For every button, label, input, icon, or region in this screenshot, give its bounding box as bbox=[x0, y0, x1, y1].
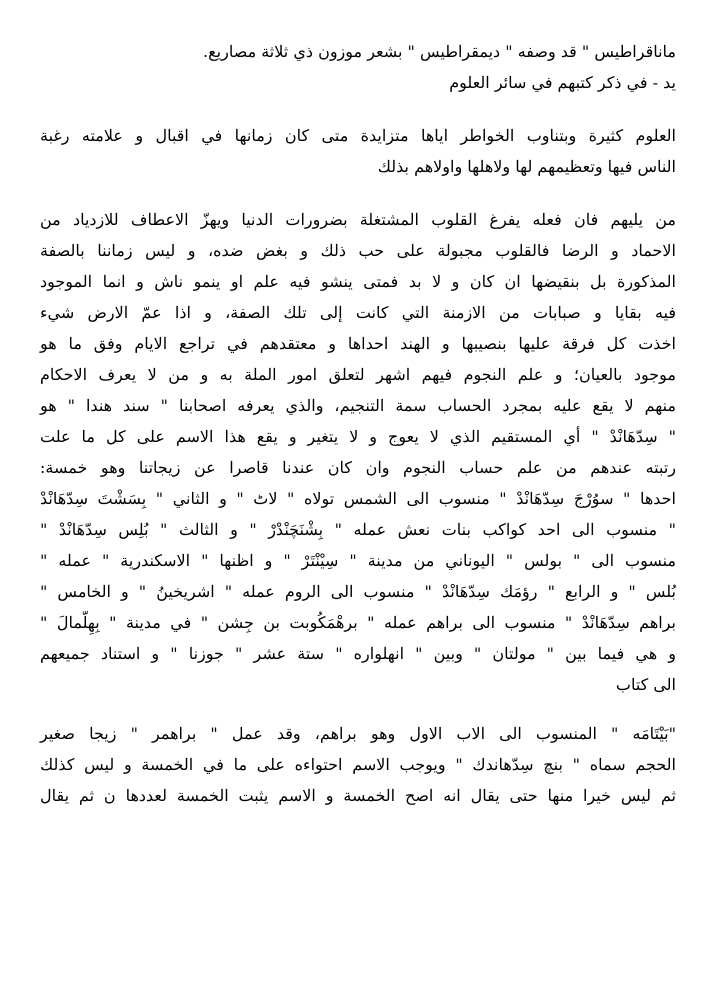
text-line: اخذت كل فرقة عليها بنصيبها و الهند احداها و معتقدهم في تراجع الايام وفق ما هو bbox=[40, 334, 676, 353]
text-line: من يليهم فان فعله يفرغ القلوب المشتغلة بضرورات الدنيا ويهزّ الاعطاف للازدياد من bbox=[40, 210, 676, 229]
text-line: العلوم كثيرة وبتناوب الخواطر اياها متزايدة متى كان زمانها في اقبال و علامته رغبة bbox=[40, 126, 677, 145]
text-line: المذكورة بل بنقيضها ان كان و لا بد فمتى ينشو فيه علم او ينمو ناش و انما الموجود bbox=[40, 272, 676, 291]
text-line: احدها " سوُرْجَ سِدّهَانْدْ " منسوب الى الشمس تولاه " لاٹ " و الثاني " بِسَشْتَ سِدّهَانْدْ bbox=[40, 489, 676, 508]
text-line: و هي فيما بين " مولتان " وبين " انهلواره " ستة عشر " جوزنا " و استناد جميعهم bbox=[40, 644, 676, 663]
paragraph-1 bbox=[40, 36, 676, 98]
text-line: براهم سِدّهَانْدْ " منسوب الى براهم عمله " برهْمَكُوبت بن جِشن " في مدينة " بِهِلّمالَ " bbox=[40, 613, 676, 632]
text-line: الحجم سماه " بنچ سِدّهاندك " ويوجب الاسم احتواءه على ما في الخمسة و ليس كذلك bbox=[40, 755, 676, 774]
text-line: الاحماد و الرضا فالقلوب مجبولة على حب ذلك و بغض ضده، و ليس زماننا بالصفة bbox=[40, 241, 676, 260]
text-line: موجود بالعيان؛ و علم النجوم فيهم اشهر لتعلق امور الملة به و من لا يعرف الاحكام bbox=[40, 365, 676, 384]
text-line: الناس فيها وتعظيمهم لها ولاهلها واولاهم بذلك bbox=[377, 157, 676, 176]
paragraph-3 bbox=[40, 204, 676, 700]
text-line: الى كتاب bbox=[615, 675, 676, 694]
text-line: رتبته عندهم من علم حساب النجوم وان كان عندنا قاصرا عن زيجاتنا وهو خمسة: bbox=[40, 458, 676, 477]
paragraph-gap bbox=[40, 182, 676, 204]
text-line: فيه بقايا و صبابات من الازمنة التي كانت إلى تلك الصفة، و اذا عمّ الارض شيء bbox=[40, 303, 676, 322]
text-line: " منسوب الى احد كواكب بنات نعش عمله " بِشْنَچَنْدْرْ " و الثالث " بُلِس سِدّهَانْدْ " bbox=[40, 520, 676, 539]
text-line: " سِدّهَانْدْ " أي المستقيم الذي لا يعوج و لا يتغير و يقع هذا الاسم على كل ما علت bbox=[40, 427, 676, 446]
text-line: بُلس " و الرابع " رؤمَك سِدّهَانْدْ " منسوب الى الروم عمله " اشريخينُ " و الخامس " bbox=[40, 582, 676, 601]
text-line: منسوب الى " بولس " اليوناني من مدينة " سِيْنْتَرْ " و اظنها " الاسكندرية " عمله " bbox=[40, 551, 676, 570]
text-line: "بَيْتَامَه " المنسوب الى الاب الاول وهو براهم، وقد عمل " براهمر " زيجا صغير bbox=[40, 724, 676, 743]
text-line: ثم ليس خيرا منها حتى يقال انه اصح الخمسة و الاسم يثبت الخمسة لعددها ن ثم يقال bbox=[40, 786, 676, 805]
paragraph-4 bbox=[40, 718, 676, 811]
paragraph-2 bbox=[40, 120, 676, 182]
text-line: ماناقراطيس " قد وصفه " ديمقراطيس " بشعر موزون ذي ثلاثة مصاريع. bbox=[203, 42, 676, 61]
paragraph-gap bbox=[40, 700, 676, 718]
paragraph-gap bbox=[40, 98, 676, 120]
section-heading: يد - في ذكر كتبهم في سائر العلوم bbox=[449, 73, 676, 92]
text-line: منهم لا يقع عليه بمجرد الحساب سمة التنجيم، والذي يعرفه اصحابنا " سند هندا " هو bbox=[40, 396, 677, 415]
